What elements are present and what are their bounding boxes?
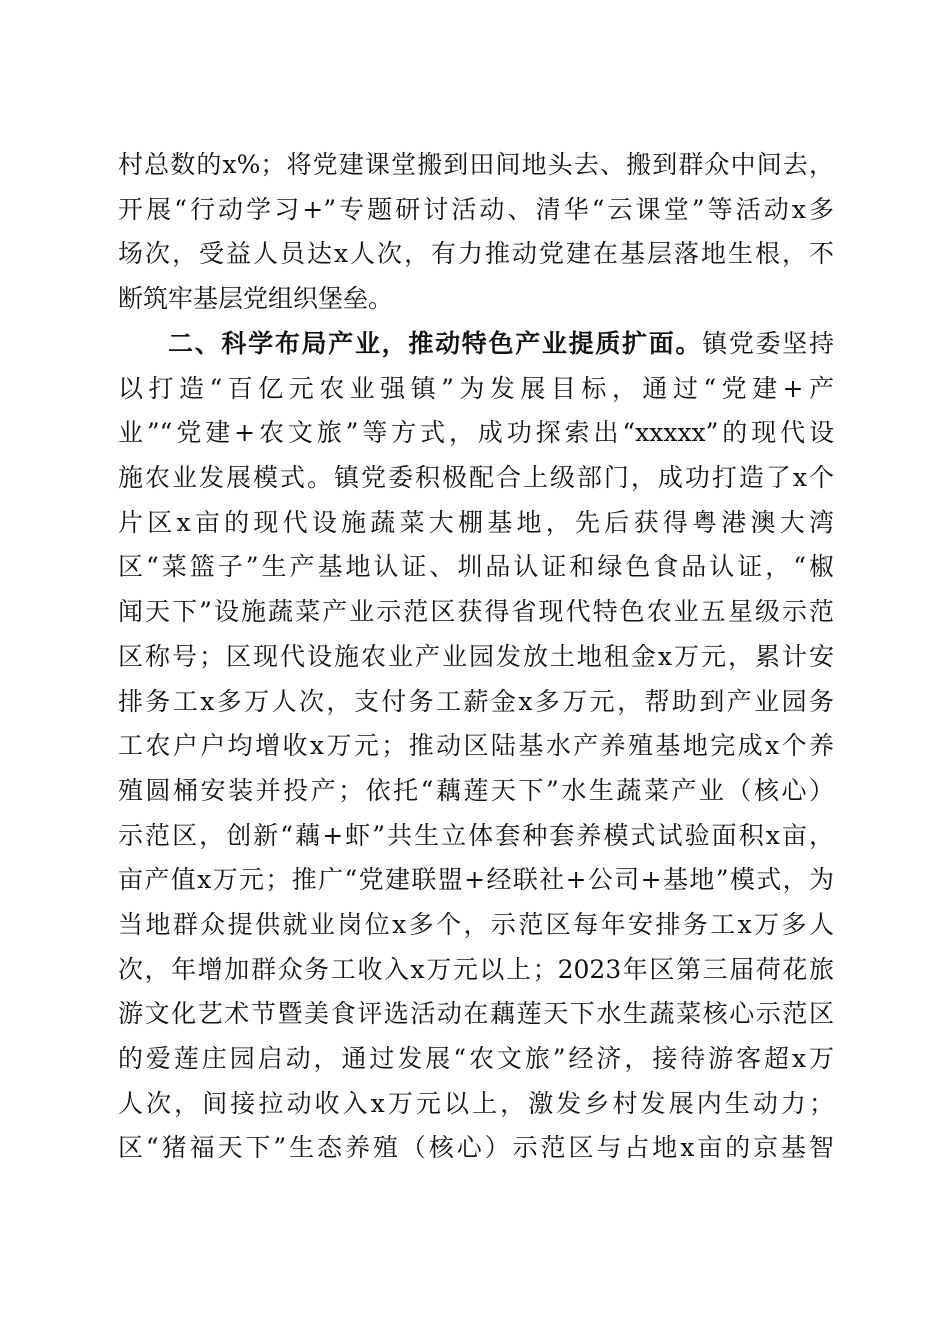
text-line: 施农业发展模式。镇党委积极配合上级部门，成功打造了x个	[118, 463, 834, 493]
text-line: 区“猪福天下”生态养殖（核心）示范区与占地x亩的京基智	[118, 1133, 834, 1163]
text-line: 当地群众提供就业岗位x多个，示范区每年安排务工x万多人	[118, 909, 834, 939]
text-line: 排务工x多万人次，支付务工薪金x多万元，帮助到产业园务	[118, 686, 834, 716]
text-line: 片区x亩的现代设施蔬菜大棚基地，先后获得粤港澳大湾	[118, 507, 834, 537]
paragraph-industry-layout	[118, 322, 834, 1171]
text-line: 断筑牢基层党组织堡垒。	[118, 284, 394, 314]
text-line: 以打造“百亿元农业强镇”为发展目标，通过“党建+产	[118, 373, 834, 403]
paragraph-party-building	[118, 143, 834, 322]
text-line: 的爱莲庄园启动，通过发展“农文旅”经济，接待游客超x万	[118, 1044, 834, 1073]
text-line: 场次，受益人员达x人次，有力推动党建在基层落地生根，不	[118, 239, 834, 269]
text-line: 游文化艺术节暨美食评选活动在藕莲天下水生蔬菜核心示范区	[118, 999, 834, 1029]
text-line: 示范区，创新“藕+虾”共生立体套种套养模式试验面积x亩，	[118, 820, 834, 850]
text-line: 闻天下”设施蔬菜产业示范区获得省现代特色农业五星级示范	[118, 597, 834, 627]
text-line: 区称号；区现代设施农业产业园发放土地租金x万元，累计安	[118, 641, 834, 671]
section-heading: 二、科学布局产业，推动特色产业提质扩面。	[168, 329, 703, 358]
text-line: 工农户户均增收x万元；推动区陆基水产养殖基地完成x个养	[118, 731, 834, 761]
text-line: 人次，间接拉动收入x万元以上，激发乡村发展内生动力；	[118, 1088, 834, 1118]
paragraph-first-line	[118, 322, 834, 367]
text-line: 次，年增加群众务工收入x万元以上；2023年区第三届荷花旅	[118, 954, 834, 984]
text-line: 区“菜篮子”生产基地认证、圳品认证和绿色食品认证，“椒	[118, 552, 834, 582]
text-line: 业”“党建+农文旅”等方式，成功探索出“xxxxx”的现代设	[118, 418, 834, 448]
text-line: 开展“行动学习+”专题研讨活动、清华“云课堂”等活动x多	[118, 194, 834, 224]
text-line: 殖圆桶安装并投产；依托“藕莲天下”水生蔬菜产业（核心）	[118, 775, 834, 805]
text-line: 村总数的x%；将党建课堂搬到田间地头去、搬到群众中间去，	[118, 150, 834, 179]
text-line-rest: 镇党委坚持	[702, 329, 834, 358]
text-line: 亩产值x万元；推广“党建联盟+经联社+公司+基地”模式，为	[118, 865, 834, 895]
